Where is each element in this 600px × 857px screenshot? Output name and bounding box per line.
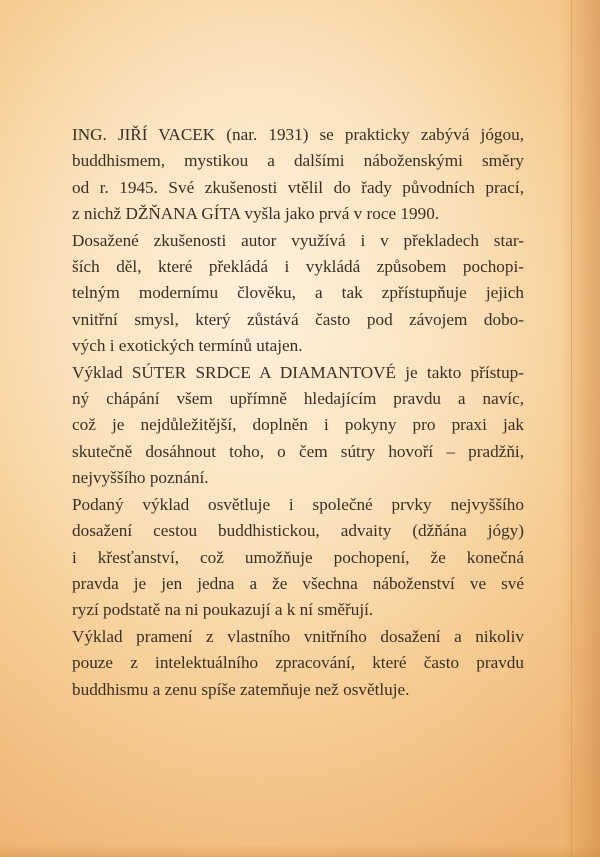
cover-edge-shading [560, 0, 600, 857]
text-line: Dosažené zkušenosti autor využívá i v překladech star- [72, 230, 524, 250]
blurb-paragraph-common-elements [72, 492, 524, 624]
text-line: pravda je jen jedna a že všechna náboženství ve své [72, 573, 524, 593]
text-line: buddhismem, mystikou a dalšími náboženskými směry [72, 151, 524, 171]
text-line: vnitřní smysl, který zůstává často pod závojem dobo- [72, 309, 524, 329]
text-line: Výklad pramení z vlastního vnitřního dosažení a nikoliv [72, 626, 524, 646]
text-line: ších děl, které překládá i vykládá způsobem pochopi- [72, 257, 524, 277]
text-line: ný chápání všem upřímně hledajícím pravdu a navíc, [72, 389, 524, 409]
text-line: z nichž DŽŇANA GÍTA vyšla jako prvá v roce 1990. [72, 204, 440, 224]
blurb-paragraph-translations [72, 228, 524, 360]
blurb-paragraph-source [72, 624, 524, 703]
text-line: pouze z intelektuálního zpracování, které často pravdu [72, 653, 524, 673]
text-line: buddhismu a zenu spíše zatemňuje než osvětluje. [72, 679, 410, 699]
text-line: skutečně dosáhnout toho, o čem sútry hovoří – pradžňi, [72, 441, 524, 461]
text-line: telným modernímu člověku, a tak zpřístupňuje jejich [72, 283, 524, 303]
blurb-paragraph-sutras [72, 360, 524, 492]
text-line: vých i exotických termínů utajen. [72, 336, 303, 356]
text-line: což je nejdůležitější, doplněn i pokyny pro praxi jak [72, 415, 524, 435]
cover-fold-line [571, 0, 572, 857]
text-line: ryzí podstatě na ni poukazují a k ní směřují. [72, 600, 374, 620]
cover-bottom-edge [0, 845, 600, 857]
blurb-paragraph-author [72, 122, 524, 228]
blurb-text [72, 122, 524, 703]
text-line: Výklad SÚTER SRDCE A DIAMANTOVÉ je takto přístup- [72, 362, 524, 382]
text-line: od r. 1945. Své zkušenosti vtělil do řady původních prací, [72, 177, 524, 197]
text-line: Podaný výklad osvětluje i společné prvky nejvyššího [72, 494, 524, 514]
text-line: i křesťanství, což umožňuje pochopení, že konečná [72, 547, 524, 567]
text-line: ING. JIŘÍ VACEK (nar. 1931) se prakticky zabývá jógou, [72, 125, 524, 144]
text-line: nejvyššího poznání. [72, 468, 209, 488]
text-line: dosažení cestou buddhistickou, advaity (džňána jógy) [72, 521, 524, 541]
